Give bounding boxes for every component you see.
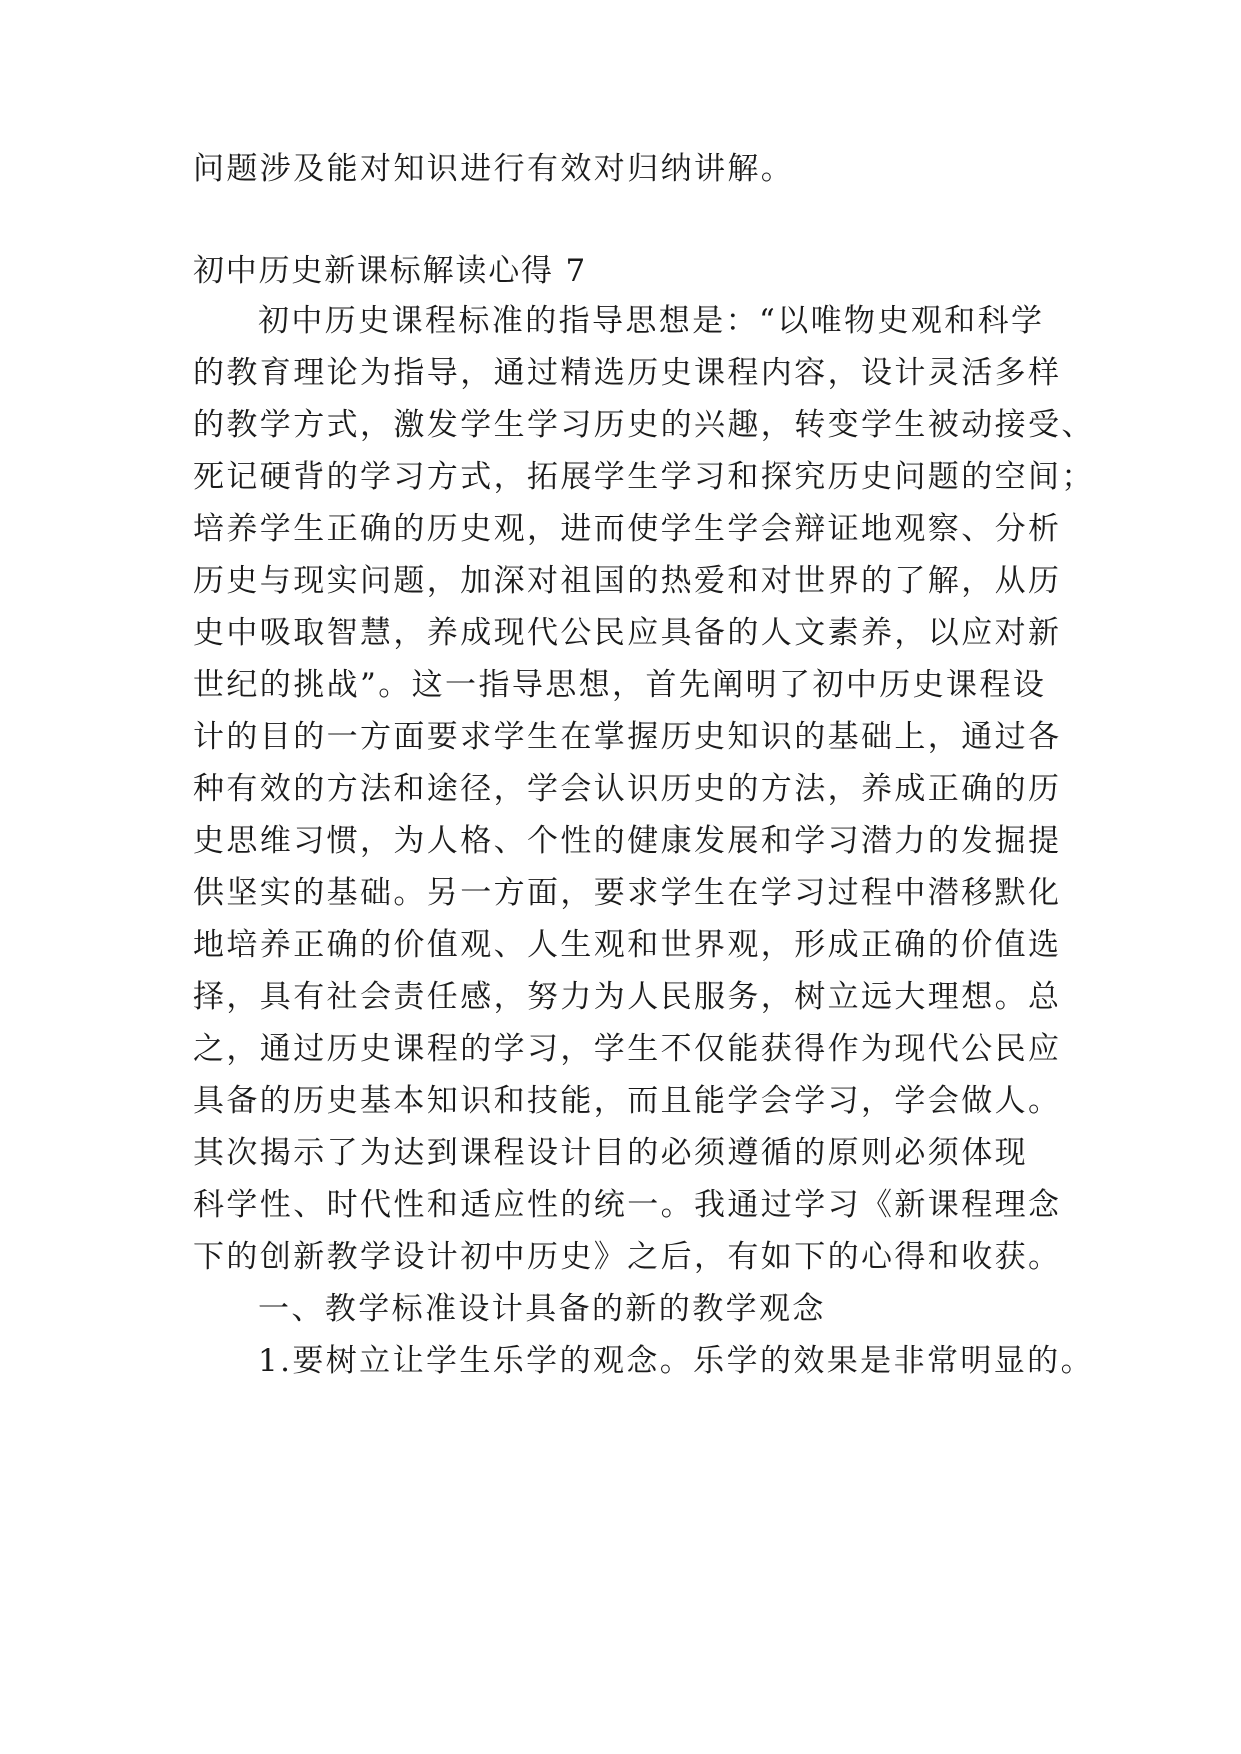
paragraph-line: 其次揭示了为达到课程设计目的必须遵循的原则必须体现 <box>193 1135 1028 1171</box>
paragraph-line: 的教育理论为指导，通过精选历史课程内容，设计灵活多样 <box>193 355 1062 391</box>
section-heading: 初中历史新课标解读心得 7 <box>193 253 587 289</box>
paragraph-line: 之，通过历史课程的学习，学生不仅能获得作为现代公民应 <box>193 1031 1062 1067</box>
paragraph-line: 史中吸取智慧，养成现代公民应具备的人文素养，以应对新 <box>193 615 1062 651</box>
paragraph-line: 下的创新教学设计初中历史》之后，有如下的心得和收获。 <box>193 1239 1062 1275</box>
paragraph-line: 地培养正确的价值观、人生观和世界观，形成正确的价值选 <box>193 927 1062 963</box>
list-item-1: 1.要树立让学生乐学的观念。乐学的效果是非常明显的。 <box>258 1343 1094 1379</box>
paragraph-line: 择，具有社会责任感，努力为人民服务，树立远大理想。总 <box>193 979 1062 1015</box>
paragraph-line: 历史与现实问题，加深对祖国的热爱和对世界的了解，从历 <box>193 563 1062 599</box>
paragraph-line: 死记硬背的学习方式，拓展学生学习和探究历史问题的空间； <box>193 459 1095 495</box>
text-line-continuation: 问题涉及能对知识进行有效对归纳讲解。 <box>193 151 795 187</box>
paragraph-line: 培养学生正确的历史观，进而使学生学会辩证地观察、分析 <box>193 511 1062 547</box>
paragraph-line: 史思维习惯，为人格、个性的健康发展和学习潜力的发掘提 <box>193 823 1062 859</box>
subheading: 一、教学标准设计具备的新的教学观念 <box>258 1291 826 1327</box>
paragraph-line: 计的目的一方面要求学生在掌握历史知识的基础上，通过各 <box>193 719 1062 755</box>
paragraph-line: 具备的历史基本知识和技能，而且能学会学习，学会做人。 <box>193 1083 1062 1119</box>
paragraph-line: 种有效的方法和途径，学会认识历史的方法，养成正确的历 <box>193 771 1062 807</box>
paragraph-line: 世纪的挑战”。这一指导思想，首先阐明了初中历史课程设 <box>193 667 1047 703</box>
paragraph-line: 初中历史课程标准的指导思想是：“以唯物史观和科学 <box>258 303 1045 339</box>
paragraph-line: 科学性、时代性和适应性的统一。我通过学习《新课程理念 <box>193 1187 1062 1223</box>
paragraph-line: 供坚实的基础。另一方面，要求学生在学习过程中潜移默化 <box>193 875 1062 911</box>
paragraph-line: 的教学方式，激发学生学习历史的兴趣，转变学生被动接受、 <box>193 407 1095 443</box>
